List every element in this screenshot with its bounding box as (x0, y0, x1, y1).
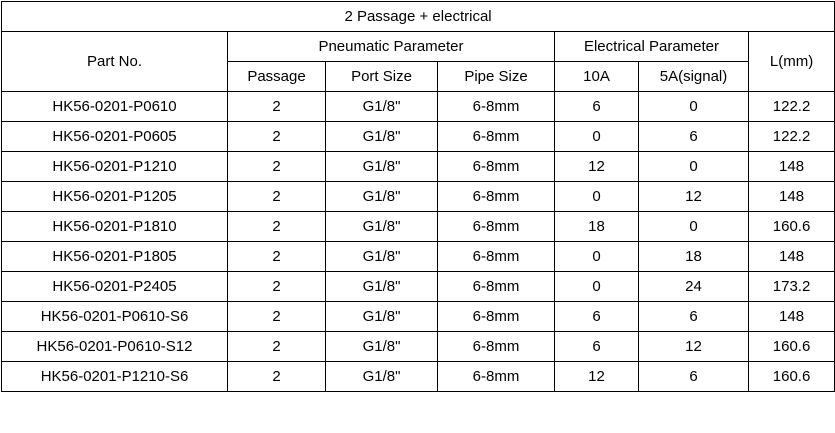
cell-pipe-size: 6-8mm (438, 122, 555, 152)
column-header-10a: 10A (555, 62, 639, 92)
cell-pipe-size: 6-8mm (438, 182, 555, 212)
table-row (2, 182, 835, 212)
cell-a5: 0 (639, 212, 749, 242)
cell-part-no: HK56-0201-P1210 (2, 152, 228, 182)
table-row (2, 212, 835, 242)
cell-pipe-size: 6-8mm (438, 242, 555, 272)
cell-a10: 0 (555, 182, 639, 212)
column-header-port-size: Port Size (326, 62, 438, 92)
column-group-electrical-parameter: Electrical Parameter (555, 32, 749, 62)
cell-a5: 0 (639, 152, 749, 182)
cell-port-size: G1/8" (326, 182, 438, 212)
cell-passage: 2 (228, 182, 326, 212)
cell-part-no: HK56-0201-P1810 (2, 212, 228, 242)
cell-pipe-size: 6-8mm (438, 332, 555, 362)
cell-a5: 24 (639, 272, 749, 302)
table-row (2, 362, 835, 392)
specification-table (1, 1, 835, 392)
cell-port-size: G1/8" (326, 92, 438, 122)
column-header-passage: Passage (228, 62, 326, 92)
cell-passage: 2 (228, 302, 326, 332)
table-row (2, 122, 835, 152)
cell-length: 148 (749, 152, 835, 182)
cell-passage: 2 (228, 152, 326, 182)
cell-length: 122.2 (749, 92, 835, 122)
group-header-row (2, 32, 835, 62)
cell-length: 160.6 (749, 362, 835, 392)
cell-pipe-size: 6-8mm (438, 362, 555, 392)
table-row (2, 302, 835, 332)
cell-port-size: G1/8" (326, 122, 438, 152)
cell-port-size: G1/8" (326, 272, 438, 302)
table-row (2, 272, 835, 302)
cell-part-no: HK56-0201-P1805 (2, 242, 228, 272)
cell-a10: 6 (555, 332, 639, 362)
cell-a5: 6 (639, 122, 749, 152)
cell-passage: 2 (228, 92, 326, 122)
cell-a5: 18 (639, 242, 749, 272)
cell-a5: 0 (639, 92, 749, 122)
cell-a10: 6 (555, 302, 639, 332)
cell-a5: 12 (639, 182, 749, 212)
cell-a10: 18 (555, 212, 639, 242)
cell-part-no: HK56-0201-P2405 (2, 272, 228, 302)
cell-length: 148 (749, 242, 835, 272)
cell-a10: 0 (555, 272, 639, 302)
cell-passage: 2 (228, 272, 326, 302)
cell-part-no: HK56-0201-P1205 (2, 182, 228, 212)
cell-a5: 6 (639, 302, 749, 332)
table-title-row (2, 2, 835, 32)
cell-passage: 2 (228, 122, 326, 152)
cell-port-size: G1/8" (326, 362, 438, 392)
cell-port-size: G1/8" (326, 302, 438, 332)
cell-port-size: G1/8" (326, 212, 438, 242)
column-header-5a-signal: 5A(signal) (639, 62, 749, 92)
cell-length: 122.2 (749, 122, 835, 152)
table-row (2, 92, 835, 122)
cell-pipe-size: 6-8mm (438, 212, 555, 242)
cell-pipe-size: 6-8mm (438, 92, 555, 122)
cell-port-size: G1/8" (326, 332, 438, 362)
cell-part-no: HK56-0201-P0610-S12 (2, 332, 228, 362)
cell-length: 173.2 (749, 272, 835, 302)
column-group-pneumatic-parameter: Pneumatic Parameter (228, 32, 555, 62)
cell-passage: 2 (228, 242, 326, 272)
cell-a10: 12 (555, 362, 639, 392)
cell-a10: 0 (555, 122, 639, 152)
column-header-part-no: Part No. (2, 32, 228, 92)
cell-passage: 2 (228, 332, 326, 362)
cell-port-size: G1/8" (326, 152, 438, 182)
cell-pipe-size: 6-8mm (438, 272, 555, 302)
cell-part-no: HK56-0201-P0610-S6 (2, 302, 228, 332)
cell-a5: 12 (639, 332, 749, 362)
column-header-length: L(mm) (749, 32, 835, 92)
cell-part-no: HK56-0201-P0610 (2, 92, 228, 122)
cell-passage: 2 (228, 362, 326, 392)
table-title: 2 Passage + electrical (2, 2, 835, 32)
table-row (2, 152, 835, 182)
cell-length: 160.6 (749, 332, 835, 362)
cell-a10: 0 (555, 242, 639, 272)
cell-length: 160.6 (749, 212, 835, 242)
cell-a10: 12 (555, 152, 639, 182)
cell-port-size: G1/8" (326, 242, 438, 272)
cell-a5: 6 (639, 362, 749, 392)
cell-part-no: HK56-0201-P0605 (2, 122, 228, 152)
table-body (2, 92, 835, 392)
table-header (2, 2, 835, 92)
cell-part-no: HK56-0201-P1210-S6 (2, 362, 228, 392)
cell-length: 148 (749, 302, 835, 332)
cell-a10: 6 (555, 92, 639, 122)
column-header-pipe-size: Pipe Size (438, 62, 555, 92)
cell-passage: 2 (228, 212, 326, 242)
table-row (2, 242, 835, 272)
cell-pipe-size: 6-8mm (438, 302, 555, 332)
table-row (2, 332, 835, 362)
cell-pipe-size: 6-8mm (438, 152, 555, 182)
cell-length: 148 (749, 182, 835, 212)
